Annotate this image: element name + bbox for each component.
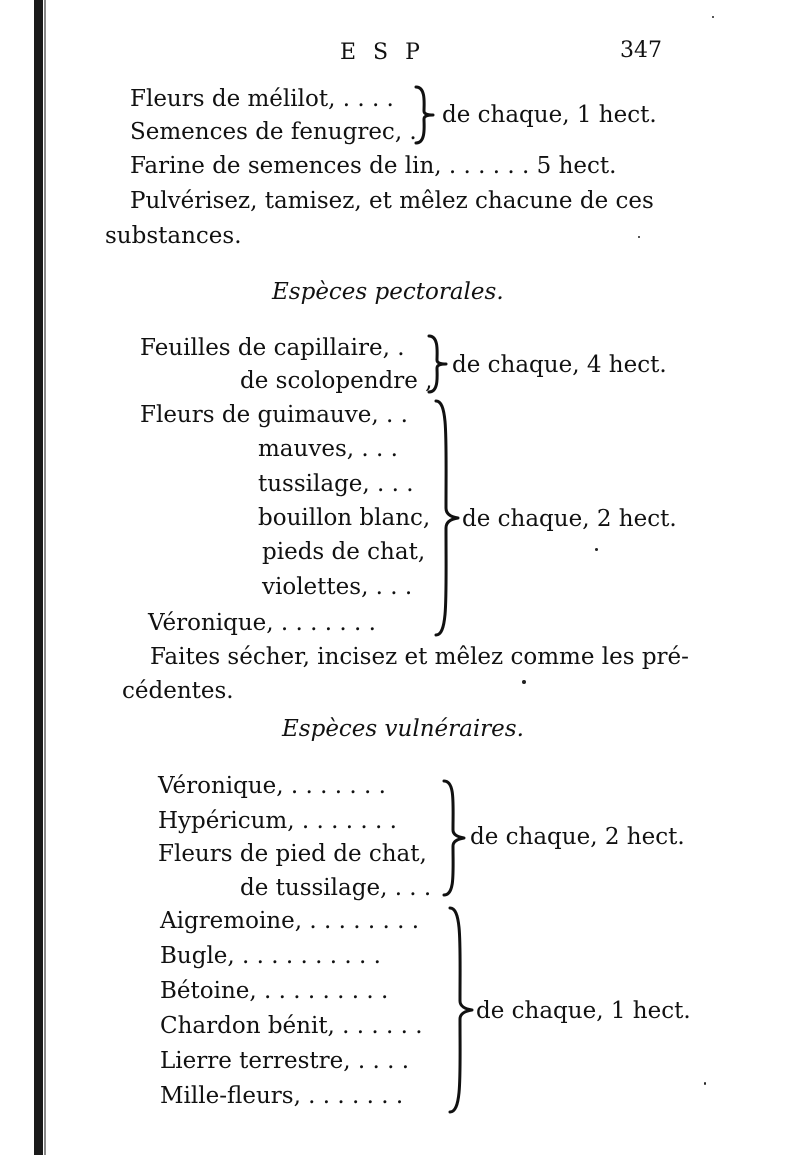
curly-brace bbox=[446, 905, 476, 1117]
ingredient-line: Aigremoine, . . . . . . . . bbox=[160, 908, 420, 934]
quantity-note: de chaque, 1 hect. bbox=[442, 102, 657, 128]
ingredient-line: Véronique, . . . . . . . bbox=[158, 773, 386, 799]
running-head: E S P bbox=[340, 40, 425, 65]
ingredient-line: Fleurs de pied de chat, bbox=[158, 841, 427, 867]
book-spine bbox=[34, 0, 43, 1155]
ingredient-line: violettes, . . . bbox=[262, 574, 413, 600]
ingredient-line: de tussilage, . . . bbox=[240, 875, 432, 901]
scan-speck bbox=[522, 680, 526, 684]
ingredient-line: Feuilles de capillaire, . bbox=[140, 335, 405, 361]
quantity-note: de chaque, 2 hect. bbox=[470, 824, 685, 850]
paragraph-line: Pulvérisez, tamisez, et mêlez chacune de ces bbox=[130, 188, 654, 214]
recipe-line-melilot: Fleurs de mélilot, . . . . bbox=[130, 86, 394, 112]
paragraph-line: Faites sécher, incisez et mêlez comme les pré- bbox=[150, 644, 689, 670]
ingredient-line: Bétoine, . . . . . . . . . bbox=[160, 978, 389, 1004]
ingredient-line: Véronique, . . . . . . . bbox=[148, 610, 376, 636]
recipe-line-fenugrec: Semences de fenugrec, . bbox=[130, 119, 417, 145]
scan-speck bbox=[638, 236, 640, 238]
quantity-note: de chaque, 2 hect. bbox=[462, 506, 677, 532]
ingredient-line: Hypéricum, . . . . . . . bbox=[158, 808, 397, 834]
ingredient-line: Mille-fleurs, . . . . . . . bbox=[160, 1083, 404, 1109]
paragraph-line: cédentes. bbox=[122, 678, 234, 704]
curly-brace bbox=[425, 333, 451, 395]
paragraph-line: substances. bbox=[105, 223, 242, 249]
curly-brace bbox=[412, 84, 438, 146]
scan-speck bbox=[595, 548, 598, 551]
recipe-line-lin: Farine de semences de lin, . . . . . . 5 hect. bbox=[130, 153, 617, 179]
quantity-note: de chaque, 1 hect. bbox=[476, 998, 691, 1024]
book-gutter-line bbox=[44, 0, 46, 1155]
ingredient-line: mauves, . . . bbox=[258, 436, 398, 462]
ingredient-line: Lierre terrestre, . . . . bbox=[160, 1048, 410, 1074]
ingredient-line: Bugle, . . . . . . . . . . bbox=[160, 943, 381, 969]
ingredient-line: de scolopendre , bbox=[240, 368, 433, 394]
section-title-vulneraires: Espèces vulnéraires. bbox=[282, 716, 524, 742]
curly-brace bbox=[432, 398, 462, 640]
scan-speck bbox=[704, 1082, 706, 1085]
scan-speck bbox=[712, 16, 714, 18]
section-title-pectorales: Espèces pectorales. bbox=[272, 279, 504, 305]
ingredient-line: Chardon bénit, . . . . . . bbox=[160, 1013, 423, 1039]
page-number: 347 bbox=[620, 38, 662, 63]
ingredient-line: bouillon blanc, bbox=[258, 505, 431, 531]
quantity-note: de chaque, 4 hect. bbox=[452, 352, 667, 378]
ingredient-line: pieds de chat, bbox=[262, 539, 426, 565]
ingredient-line: tussilage, . . . bbox=[258, 471, 414, 497]
ingredient-line: Fleurs de guimauve, . . bbox=[140, 402, 408, 428]
curly-brace bbox=[440, 778, 468, 898]
